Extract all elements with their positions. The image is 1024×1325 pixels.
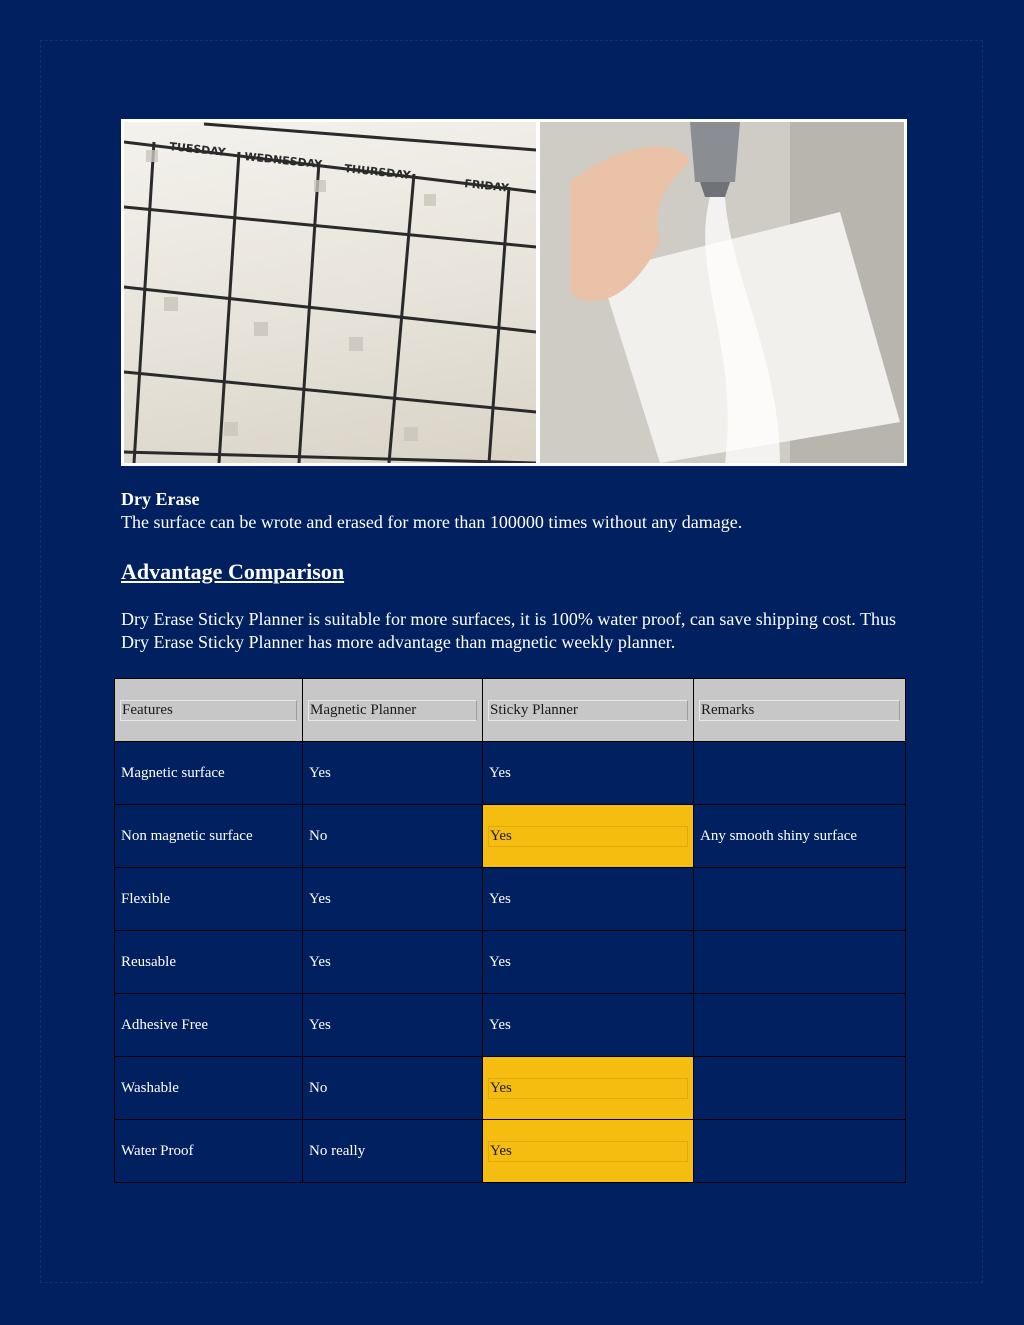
remarks-value — [699, 1150, 900, 1152]
calendar-grid-illustration — [124, 122, 536, 463]
product-photos — [121, 119, 907, 466]
header-cell — [303, 679, 483, 742]
feature-label: Magnetic surface — [121, 764, 225, 781]
header-sticky-planner: Sticky Planner — [488, 700, 688, 721]
magnetic-value: Yes — [309, 953, 331, 970]
comparison-table — [114, 678, 906, 1183]
feature-cell — [115, 931, 303, 994]
feature-label: Adhesive Free — [121, 1016, 209, 1033]
table-header-row — [115, 679, 906, 742]
magnetic-cell — [303, 1120, 483, 1183]
magnetic-cell — [303, 868, 483, 931]
magnetic-value: Yes — [309, 764, 331, 781]
remarks-value — [699, 1024, 900, 1026]
magnetic-cell — [303, 931, 483, 994]
magnetic-value: No — [309, 1079, 328, 1096]
feature-label: Non magnetic surface — [121, 827, 253, 844]
feature-cell — [115, 994, 303, 1057]
sticky-cell-highlighted — [483, 1057, 694, 1120]
feature-cell — [115, 1120, 303, 1183]
header-remarks: Remarks — [699, 700, 900, 721]
magnetic-value: No really — [309, 1142, 366, 1159]
header-cell — [483, 679, 694, 742]
header-cell — [115, 679, 303, 742]
magnetic-cell — [303, 994, 483, 1057]
dry-erase-description: The surface can be wrote and erased for more than 100000 times without any damage. — [121, 512, 743, 532]
sticky-value: Yes — [489, 764, 511, 781]
faucet-water-photo — [540, 122, 904, 463]
remarks-value — [699, 898, 900, 900]
header-cell — [694, 679, 906, 742]
sticky-cell — [483, 994, 694, 1057]
calendar-day-label: TUESDAY — [168, 140, 227, 159]
sticky-cell — [483, 868, 694, 931]
remarks-cell — [694, 1120, 906, 1183]
remarks-cell — [694, 805, 906, 868]
header-magnetic-planner: Magnetic Planner — [308, 700, 477, 721]
sticky-cell — [483, 742, 694, 805]
feature-cell — [115, 1057, 303, 1120]
table-row — [115, 868, 906, 931]
magnetic-value: No — [309, 827, 328, 844]
advantage-comparison-heading: Advantage Comparison — [121, 559, 345, 584]
remarks-cell — [694, 868, 906, 931]
feature-label: Reusable — [121, 953, 176, 970]
sticky-cell-highlighted — [483, 1120, 694, 1183]
magnetic-value: Yes — [309, 1016, 331, 1033]
table-row — [115, 994, 906, 1057]
calendar-day-label: WEDNESDAY — [243, 150, 323, 172]
table-row — [115, 742, 906, 805]
remarks-value — [699, 961, 900, 963]
remarks-cell — [694, 931, 906, 994]
comparison-intro: Dry Erase Sticky Planner is suitable for more surfaces, it is 100% water proof, can save shipping cost. Thus Dry Erase Sticky Planner has more advantage than magnetic weekly planner. — [121, 609, 896, 652]
remarks-cell — [694, 742, 906, 805]
header-features: Features — [120, 700, 297, 721]
sticky-value: Yes — [488, 1078, 688, 1099]
sticky-value: Yes — [489, 890, 511, 907]
table-row — [115, 931, 906, 994]
table-row — [115, 1057, 906, 1120]
remarks-value — [699, 1087, 900, 1089]
feature-cell — [115, 742, 303, 805]
calendar-day-label: FRIDAY — [463, 177, 510, 195]
remarks-cell — [694, 1057, 906, 1120]
table-row — [115, 1120, 906, 1183]
sticky-value: Yes — [489, 953, 511, 970]
magnetic-cell — [303, 805, 483, 868]
feature-label: Washable — [121, 1079, 179, 1096]
dry-erase-title: Dry Erase — [121, 489, 200, 509]
magnetic-cell — [303, 1057, 483, 1120]
sticky-cell — [483, 931, 694, 994]
remarks-value — [699, 772, 900, 774]
magnetic-value: Yes — [309, 890, 331, 907]
calendar-day-label: THURSDAY — [343, 162, 412, 182]
table-row — [115, 805, 906, 868]
feature-label: Water Proof — [121, 1142, 194, 1159]
feature-cell — [115, 868, 303, 931]
sticky-cell-highlighted — [483, 805, 694, 868]
remarks-cell — [694, 994, 906, 1057]
magnetic-cell — [303, 742, 483, 805]
sticky-value: Yes — [489, 1016, 511, 1033]
sticky-value: Yes — [488, 826, 688, 847]
calendar-photo — [124, 122, 536, 463]
feature-label: Flexible — [121, 890, 171, 907]
sticky-value: Yes — [488, 1141, 688, 1162]
feature-cell — [115, 805, 303, 868]
remarks-value: Any smooth shiny surface — [700, 827, 858, 844]
faucet-water-illustration — [540, 122, 904, 463]
